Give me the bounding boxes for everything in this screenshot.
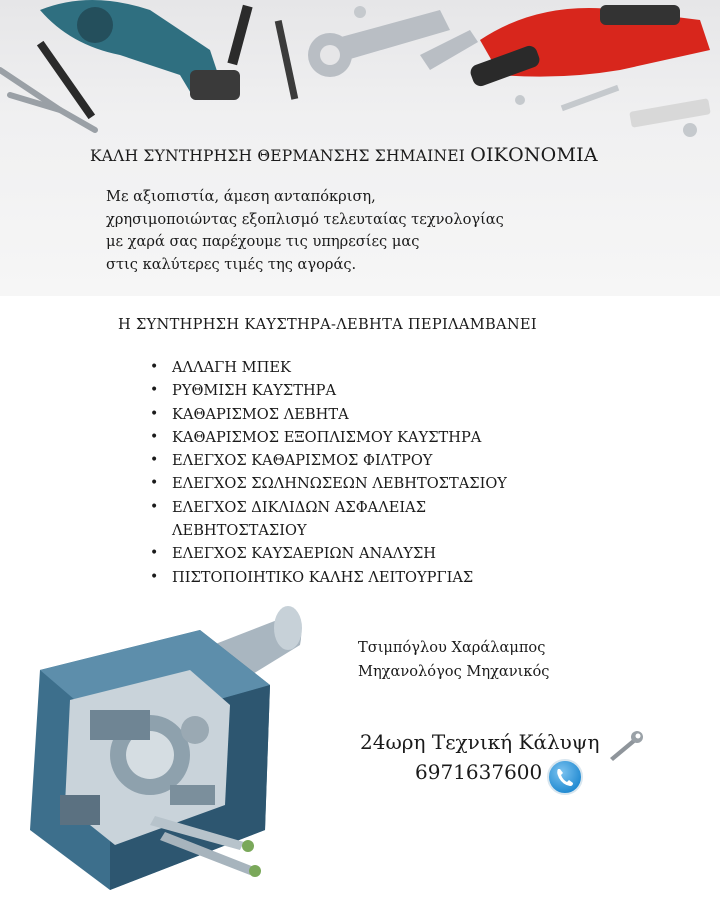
list-item: • ΑΛΛΑΓΗ ΜΠΕΚ <box>150 356 507 379</box>
list-item: • ΚΑΘΑΡΙΣΜΟΣ ΛΕΒΗΤΑ <box>150 403 507 426</box>
intro-line: Με αξιοπιστία, άμεση ανταπόκριση, <box>106 188 376 205</box>
intro-text <box>106 186 504 276</box>
list-item: • ΕΛΕΓΧΟΣ ΔΙΚΛΙΔΩΝ ΑΣΦΑΛΕΙΑΣ ΛΕΒΗΤΟΣΤΑΣΙΟΥ <box>150 496 507 543</box>
header-banner <box>0 0 720 296</box>
contact-info <box>358 636 549 684</box>
wrench-icon <box>606 728 646 764</box>
headline-emphasis: ΟΙΚΟΝΟΜΙΑ <box>470 144 598 166</box>
list-item: • ΕΛΕΓΧΟΣ ΚΑΥΣΑΕΡΙΩΝ ΑΝΑΛΥΣΗ <box>150 542 507 565</box>
tools-illustration <box>0 0 720 150</box>
page-title: ΚΑΛΗ ΣΥΝΤΗΡΗΣΗ ΘΕΡΜΑΝΣΗΣ ΣΗΜΑΙΝΕΙ ΟΙΚΟΝΟΜΙΑ <box>90 144 598 166</box>
contact-title: Μηχανολόγος Μηχανικός <box>358 663 550 680</box>
wrench-tool-icon <box>308 10 478 77</box>
services-list <box>150 356 507 589</box>
list-item: • ΕΛΕΓΧΟΣ ΚΑΘΑΡΙΣΜΟΣ ΦΙΛΤΡΟΥ <box>150 449 507 472</box>
list-item: • ΡΥΘΜΙΣΗ ΚΑΥΣΤΗΡΑ <box>150 379 507 402</box>
contact-name: Τσιμπόγλου Χαράλαμπος <box>358 639 546 656</box>
list-item: • ΠΙΣΤΟΠΟΙΗΤΙΚΟ ΚΑΛΗΣ ΛΕΙΤΟΥΡΓΙΑΣ <box>150 566 507 589</box>
drill-red-icon <box>468 5 710 88</box>
coverage-text: 24ωρη Τεχνική Κάλυψη <box>360 730 600 754</box>
phone-icon[interactable] <box>546 758 584 796</box>
list-item: • ΕΛΕΓΧΟΣ ΣΩΛΗΝΩΣΕΩΝ ΛΕΒΗΤΟΣΤΑΣΙΟΥ <box>150 472 507 495</box>
intro-line: στις καλύτερες τιμές της αγοράς. <box>106 255 357 273</box>
intro-line: με χαρά σας παρέχουμε τις υπηρεσίες μας <box>106 233 420 250</box>
burner-illustration <box>0 590 330 900</box>
services-title: Η ΣΥΝΤΗΡΗΣΗ ΚΑΥΣΤΗΡΑ-ΛΕΒΗΤΑ ΠΕΡΙΛΑΜΒΑΝΕΙ <box>118 316 537 333</box>
list-item: • ΚΑΘΑΡΙΣΜΟΣ ΕΞΟΠΛΙΣΜΟΥ ΚΑΥΣΤΗΡΑ <box>150 426 507 449</box>
intro-line: χρησιμοποιώντας εξοπλισμό τελευταίας τεχνολογίας <box>106 210 504 228</box>
phone-number[interactable]: 6971637600 <box>415 760 543 784</box>
